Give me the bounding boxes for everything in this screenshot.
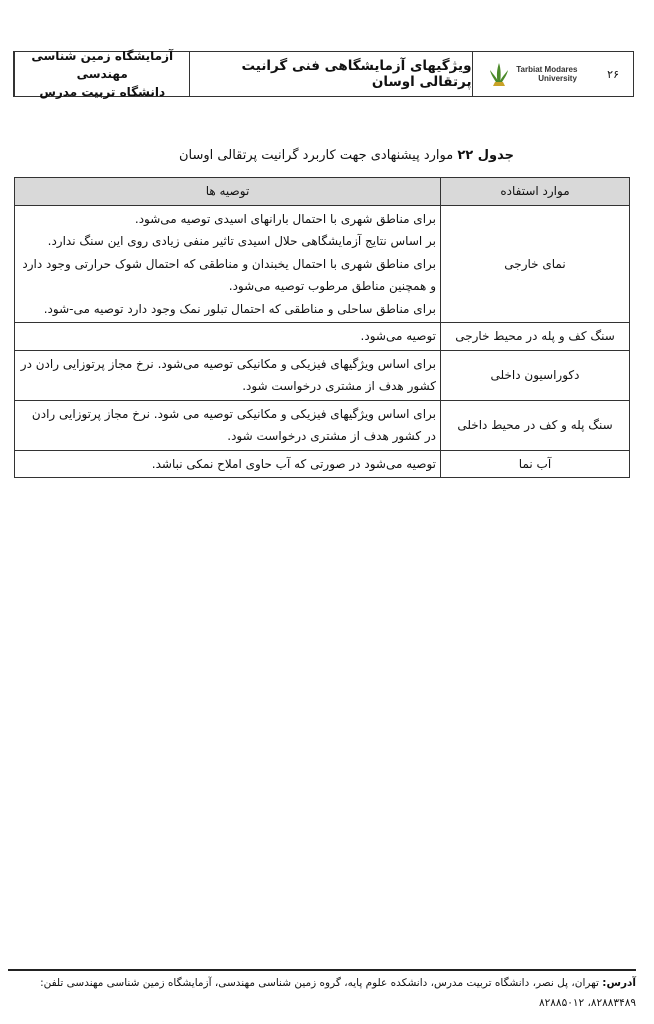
lab-name-cell: [14, 49, 189, 99]
use-cell: آب نما: [441, 450, 630, 478]
recommendation-line: برای اساس ویژگیهای فیزیکی و مکانیکی توصیه می‌شود. نرخ مجاز پرتوزایی رادن در کشور هدف از مشتری درخواست شود.: [20, 356, 436, 393]
table-row: [15, 205, 630, 323]
logo-line1: Tarbiat Modares: [516, 65, 578, 74]
lab-name-line2: دانشگاه تربیت مدرس: [39, 85, 166, 99]
use-cell: سنگ کف و پله در محیط خارجی: [441, 323, 630, 351]
use-cell: سنگ پله و کف در محیط داخلی: [441, 400, 630, 450]
table-row: [15, 350, 630, 400]
recommendation-cell: [15, 205, 441, 323]
recommendation-cell: [15, 350, 441, 400]
table-caption-label: جدول ۲۲: [457, 148, 514, 163]
footer-address-label: آدرس:: [602, 977, 636, 989]
recommendation-line: برای اساس ویژگیهای فیزیکی و مکانیکی توصیه می شود. نرخ مجاز پرتوزایی رادن در کشور هدف از مشتری درخواست شود.: [31, 406, 436, 443]
recommendations-table: [14, 177, 630, 478]
column-header-recommendations: توصیه ها: [15, 178, 441, 206]
recommendation-line: برای مناطق ساحلی و مناطقی که احتمال تبلور نمک وجود دارد توصیه می-شود.: [43, 301, 436, 316]
recommendation-line: برای مناطق شهری با احتمال بارانهای اسیدی توصیه می‌شود.: [134, 211, 436, 226]
university-emblem-icon: [488, 61, 510, 87]
footer-address-text: تهران، پل نصر، دانشگاه تربیت مدرس، دانشکده علوم پایه، گروه زمین شناسی مهندسی، آزمایشگاه زمین شناسی مهندسی تلفن: ۸۲۸۸۳۴۸۹، ۸۲۸۸۵۰۱۲: [40, 977, 636, 1009]
use-cell: دکوراسیون داخلی: [441, 350, 630, 400]
table-header-row: [15, 178, 630, 206]
recommendation-line: برای مناطق شهری با احتمال یخبندان و مناطقی که احتمال شوک حرارتی وجود دارد و همچنین مناطق مرطوب توصیه می‌شود.: [22, 256, 436, 293]
recommendation-line: توصیه می‌شود در صورتی که آب حاوی املاح نمکی نباشد.: [151, 456, 436, 471]
recommendation-line: بر اساس نتایج آزمایشگاهی حلال اسیدی تاثیر منفی زیادی روی این سنگ ندارد.: [47, 234, 436, 248]
table-row: [15, 450, 630, 478]
recommendation-line: توصیه می‌شود.: [360, 329, 436, 343]
table-caption-text: موارد پیشنهادی جهت کاربرد گرانیت پرتقالی اوسان: [178, 148, 454, 163]
table-caption: [179, 148, 514, 163]
page-number: ۲۶: [607, 67, 619, 81]
recommendation-cell: [15, 450, 441, 478]
page-header: [13, 51, 634, 97]
recommendation-cell: [15, 400, 441, 450]
page-footer: [12, 973, 636, 1013]
document-title: ویژگیهای آزمایشگاهی فنی گرانیت پرتقالی اوسان: [189, 52, 471, 96]
recommendation-cell: [15, 323, 441, 351]
logo-line2: University: [538, 74, 577, 83]
table-row: [15, 323, 630, 351]
table-row: [15, 400, 630, 450]
recommendations-table-wrap: [14, 177, 630, 478]
use-cell: نمای خارجی: [441, 205, 630, 323]
column-header-use: موارد استفاده: [441, 178, 630, 206]
footer-divider: [8, 969, 636, 971]
lab-name-line1: آزمایشگاه زمین شناسی مهندسی: [31, 49, 174, 81]
university-logo: [472, 52, 594, 96]
